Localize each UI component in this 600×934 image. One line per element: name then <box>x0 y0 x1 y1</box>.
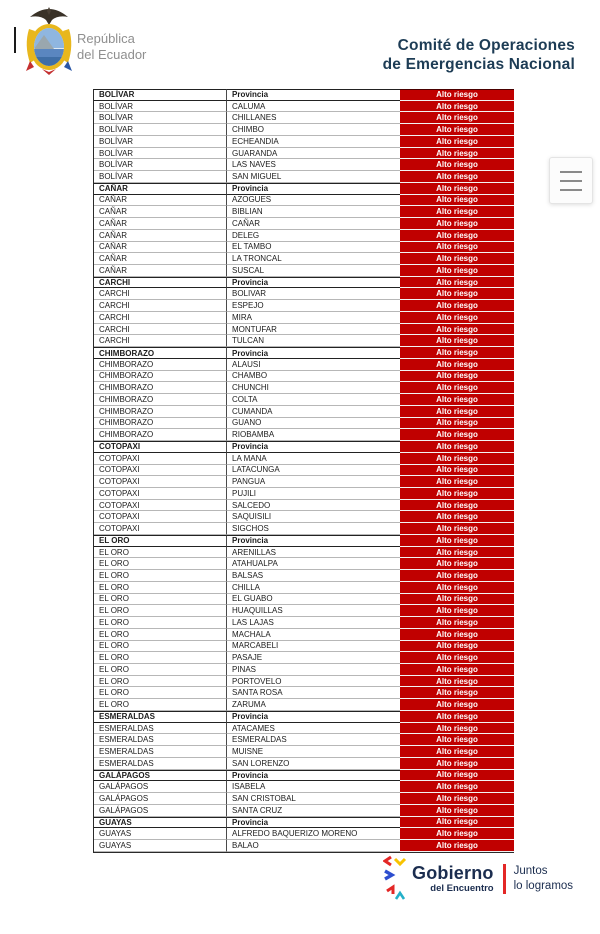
risk-status-cell: Alto riesgo <box>400 793 514 805</box>
risk-status-cell: Alto riesgo <box>400 148 514 160</box>
canton-row <box>94 265 514 277</box>
risk-status-cell: Alto riesgo <box>400 641 514 653</box>
province-name-cell: CAÑAR <box>94 183 226 195</box>
canton-name-cell: ESPEJO <box>226 300 400 312</box>
canton-name-cell: LAS LAJAS <box>226 617 400 629</box>
province-name-cell: EL ORO <box>94 676 226 688</box>
risk-status-cell: Alto riesgo <box>400 523 514 535</box>
canton-name-cell: ALFREDO BAQUERIZO MORENO <box>226 828 400 840</box>
province-label-cell: Provincia <box>226 817 400 829</box>
province-header-row <box>94 711 514 723</box>
risk-status-cell: Alto riesgo <box>400 159 514 171</box>
canton-row <box>94 230 514 242</box>
canton-row <box>94 687 514 699</box>
risk-status-cell: Alto riesgo <box>400 558 514 570</box>
canton-name-cell: CHAMBO <box>226 371 400 383</box>
canton-name-cell: HUAQUILLAS <box>226 605 400 617</box>
province-name-cell: GALÁPAGOS <box>94 781 226 793</box>
risk-status-cell: Alto riesgo <box>400 629 514 641</box>
canton-row <box>94 746 514 758</box>
province-name-cell: ESMERALDAS <box>94 723 226 735</box>
canton-row <box>94 406 514 418</box>
brand-wordmark <box>412 864 494 894</box>
province-name-cell: BOLÍVAR <box>94 136 226 148</box>
province-label-cell: Provincia <box>226 89 400 101</box>
province-name-cell: CAÑAR <box>94 230 226 242</box>
risk-status-cell: Alto riesgo <box>400 253 514 265</box>
province-name-cell: COTOPAXI <box>94 500 226 512</box>
risk-status-cell: Alto riesgo <box>400 183 514 195</box>
ecuador-coat-of-arms-icon <box>22 5 76 86</box>
canton-name-cell: COLTA <box>226 394 400 406</box>
canton-row <box>94 734 514 746</box>
canton-row <box>94 394 514 406</box>
canton-name-cell: BALSAS <box>226 570 400 582</box>
risk-status-cell: Alto riesgo <box>400 300 514 312</box>
canton-name-cell: SUSCAL <box>226 265 400 277</box>
canton-row <box>94 699 514 711</box>
slogan-line1: Juntos <box>513 865 548 878</box>
risk-status-cell: Alto riesgo <box>400 476 514 488</box>
province-name-cell: GUAYAS <box>94 817 226 829</box>
risk-status-cell: Alto riesgo <box>400 828 514 840</box>
risk-status-cell: Alto riesgo <box>400 89 514 101</box>
canton-row <box>94 371 514 383</box>
canton-name-cell: PANGUA <box>226 476 400 488</box>
risk-status-cell: Alto riesgo <box>400 242 514 254</box>
canton-name-cell: LATACUNGA <box>226 465 400 477</box>
canton-name-cell: PASAJE <box>226 652 400 664</box>
risk-status-cell: Alto riesgo <box>400 136 514 148</box>
canton-name-cell: MUISNE <box>226 746 400 758</box>
canton-name-cell: LA MANA <box>226 453 400 465</box>
province-name-cell: CAÑAR <box>94 195 226 207</box>
page-title-line1: Comité de Operaciones <box>397 37 575 54</box>
province-name-cell: CAÑAR <box>94 218 226 230</box>
republic-logo-text <box>77 31 146 62</box>
province-name-cell: CARCHI <box>94 277 226 289</box>
canton-row <box>94 300 514 312</box>
province-name-cell: EL ORO <box>94 570 226 582</box>
canton-name-cell: CHUNCHI <box>226 382 400 394</box>
canton-row <box>94 805 514 817</box>
canton-row <box>94 124 514 136</box>
province-name-cell: CHIMBORAZO <box>94 371 226 383</box>
province-name-cell: COTOPAXI <box>94 441 226 453</box>
risk-status-cell: Alto riesgo <box>400 687 514 699</box>
risk-status-cell: Alto riesgo <box>400 500 514 512</box>
canton-row <box>94 476 514 488</box>
canton-name-cell: TULCAN <box>226 335 400 347</box>
risk-status-cell: Alto riesgo <box>400 324 514 336</box>
canton-row <box>94 359 514 371</box>
risk-status-cell: Alto riesgo <box>400 218 514 230</box>
canton-name-cell: ARENILLAS <box>226 547 400 559</box>
brand-name: Gobierno <box>412 862 494 883</box>
canton-name-cell: ESMERALDAS <box>226 734 400 746</box>
province-name-cell: COTOPAXI <box>94 465 226 477</box>
risk-status-cell: Alto riesgo <box>400 570 514 582</box>
risk-status-cell: Alto riesgo <box>400 171 514 183</box>
canton-row <box>94 335 514 347</box>
province-name-cell: GUAYAS <box>94 828 226 840</box>
province-name-cell: EL ORO <box>94 594 226 606</box>
province-name-cell: CAÑAR <box>94 206 226 218</box>
province-name-cell: GALÁPAGOS <box>94 770 226 782</box>
risk-status-cell: Alto riesgo <box>400 711 514 723</box>
menu-button[interactable] <box>549 157 593 204</box>
risk-status-cell: Alto riesgo <box>400 371 514 383</box>
province-name-cell: COTOPAXI <box>94 523 226 535</box>
risk-status-cell: Alto riesgo <box>400 265 514 277</box>
canton-row <box>94 159 514 171</box>
canton-name-cell: ALAUSI <box>226 359 400 371</box>
canton-name-cell: SANTA CRUZ <box>226 805 400 817</box>
province-name-cell: CAÑAR <box>94 253 226 265</box>
province-name-cell: CAÑAR <box>94 265 226 277</box>
province-label-cell: Provincia <box>226 441 400 453</box>
province-name-cell: BOLÍVAR <box>94 101 226 113</box>
province-header-row <box>94 770 514 782</box>
risk-status-cell: Alto riesgo <box>400 335 514 347</box>
canton-row <box>94 382 514 394</box>
canton-name-cell: ATAHUALPA <box>226 558 400 570</box>
risk-status-cell: Alto riesgo <box>400 465 514 477</box>
canton-row <box>94 617 514 629</box>
canton-row <box>94 206 514 218</box>
canton-row <box>94 781 514 793</box>
province-name-cell: BOLÍVAR <box>94 112 226 124</box>
canton-row <box>94 605 514 617</box>
hamburger-menu-icon <box>560 189 582 191</box>
canton-row <box>94 558 514 570</box>
canton-row <box>94 465 514 477</box>
province-name-cell: CARCHI <box>94 335 226 347</box>
risk-status-cell: Alto riesgo <box>400 101 514 113</box>
province-label-cell: Provincia <box>226 770 400 782</box>
province-name-cell: EL ORO <box>94 535 226 547</box>
canton-row <box>94 218 514 230</box>
province-name-cell: BOLÍVAR <box>94 171 226 183</box>
canton-row <box>94 664 514 676</box>
risk-status-cell: Alto riesgo <box>400 676 514 688</box>
canton-name-cell: MACHALA <box>226 629 400 641</box>
canton-row <box>94 429 514 441</box>
canton-name-cell: GUANO <box>226 418 400 430</box>
brand-slogan <box>514 864 573 894</box>
risk-status-cell: Alto riesgo <box>400 406 514 418</box>
risk-status-cell: Alto riesgo <box>400 723 514 735</box>
canton-row <box>94 793 514 805</box>
province-name-cell: CHIMBORAZO <box>94 418 226 430</box>
risk-status-cell: Alto riesgo <box>400 195 514 207</box>
canton-row <box>94 840 514 852</box>
province-name-cell: CHIMBORAZO <box>94 394 226 406</box>
canton-row <box>94 453 514 465</box>
risk-status-cell: Alto riesgo <box>400 746 514 758</box>
canton-name-cell: MONTUFAR <box>226 324 400 336</box>
risk-status-cell: Alto riesgo <box>400 817 514 829</box>
canton-name-cell: LA TRONCAL <box>226 253 400 265</box>
province-name-cell: CARCHI <box>94 312 226 324</box>
province-name-cell: COTOPAXI <box>94 488 226 500</box>
logo-line1: República <box>77 31 135 46</box>
hamburger-menu-icon <box>560 171 582 173</box>
province-name-cell: EL ORO <box>94 699 226 711</box>
canton-row <box>94 288 514 300</box>
risk-status-cell: Alto riesgo <box>400 288 514 300</box>
canton-row <box>94 594 514 606</box>
risk-status-cell: Alto riesgo <box>400 535 514 547</box>
province-header-row <box>94 89 514 101</box>
slogan-line2: lo logramos <box>513 880 574 892</box>
canton-name-cell: AZOGUES <box>226 195 400 207</box>
canton-row <box>94 171 514 183</box>
province-name-cell: BOLÍVAR <box>94 89 226 101</box>
canton-row <box>94 547 514 559</box>
province-name-cell: BOLÍVAR <box>94 124 226 136</box>
province-name-cell: ESMERALDAS <box>94 746 226 758</box>
province-name-cell: EL ORO <box>94 558 226 570</box>
province-name-cell: COTOPAXI <box>94 511 226 523</box>
canton-name-cell: DELEG <box>226 230 400 242</box>
province-name-cell: ESMERALDAS <box>94 734 226 746</box>
province-name-cell: EL ORO <box>94 547 226 559</box>
canton-name-cell: SANTA ROSA <box>226 687 400 699</box>
canton-name-cell: PORTOVELO <box>226 676 400 688</box>
risk-status-cell: Alto riesgo <box>400 394 514 406</box>
risk-status-cell: Alto riesgo <box>400 359 514 371</box>
risk-status-cell: Alto riesgo <box>400 277 514 289</box>
province-header-row <box>94 277 514 289</box>
canton-row <box>94 828 514 840</box>
canton-name-cell: PINAS <box>226 664 400 676</box>
canton-row <box>94 418 514 430</box>
canton-row <box>94 242 514 254</box>
province-header-row <box>94 347 514 359</box>
risk-status-cell: Alto riesgo <box>400 617 514 629</box>
canton-name-cell: SAN LORENZO <box>226 758 400 770</box>
province-name-cell: COTOPAXI <box>94 476 226 488</box>
risk-status-cell: Alto riesgo <box>400 781 514 793</box>
canton-row <box>94 112 514 124</box>
risk-status-cell: Alto riesgo <box>400 594 514 606</box>
left-edge-mark <box>14 27 16 53</box>
province-name-cell: EL ORO <box>94 641 226 653</box>
risk-status-cell: Alto riesgo <box>400 664 514 676</box>
canton-row <box>94 324 514 336</box>
canton-name-cell: SAQUISILI <box>226 511 400 523</box>
province-name-cell: CHIMBORAZO <box>94 382 226 394</box>
canton-name-cell: SALCEDO <box>226 500 400 512</box>
province-label-cell: Provincia <box>226 711 400 723</box>
province-name-cell: CARCHI <box>94 324 226 336</box>
risk-status-cell: Alto riesgo <box>400 734 514 746</box>
province-name-cell: CHIMBORAZO <box>94 347 226 359</box>
brand-divider <box>503 864 506 894</box>
province-name-cell: EL ORO <box>94 664 226 676</box>
canton-name-cell: MARCABELI <box>226 641 400 653</box>
province-label-cell: Provincia <box>226 535 400 547</box>
risk-status-cell: Alto riesgo <box>400 652 514 664</box>
risk-table <box>93 89 514 853</box>
province-header-row <box>94 183 514 195</box>
risk-status-cell: Alto riesgo <box>400 206 514 218</box>
page-title <box>383 36 575 75</box>
canton-name-cell: ATACAMES <box>226 723 400 735</box>
province-name-cell: EL ORO <box>94 617 226 629</box>
canton-row <box>94 582 514 594</box>
canton-name-cell: BOLIVAR <box>226 288 400 300</box>
canton-row <box>94 136 514 148</box>
province-name-cell: COTOPAXI <box>94 453 226 465</box>
canton-row <box>94 570 514 582</box>
risk-status-cell: Alto riesgo <box>400 605 514 617</box>
canton-name-cell: BIBLIAN <box>226 206 400 218</box>
risk-status-cell: Alto riesgo <box>400 511 514 523</box>
risk-status-cell: Alto riesgo <box>400 582 514 594</box>
canton-row <box>94 641 514 653</box>
province-header-row <box>94 535 514 547</box>
brand-subname: del Encuentro <box>430 882 494 894</box>
canton-name-cell: CHILLANES <box>226 112 400 124</box>
canton-name-cell: CHILLA <box>226 582 400 594</box>
footer-logo-arrows-icon <box>383 855 409 903</box>
canton-name-cell: SAN CRISTOBAL <box>226 793 400 805</box>
canton-name-cell: CHIMBO <box>226 124 400 136</box>
province-name-cell: EL ORO <box>94 652 226 664</box>
risk-status-cell: Alto riesgo <box>400 488 514 500</box>
canton-name-cell: EL GUABO <box>226 594 400 606</box>
risk-status-cell: Alto riesgo <box>400 347 514 359</box>
province-header-row <box>94 441 514 453</box>
canton-name-cell: ECHEANDIA <box>226 136 400 148</box>
province-name-cell: CAÑAR <box>94 242 226 254</box>
canton-name-cell: ISABELA <box>226 781 400 793</box>
canton-row <box>94 500 514 512</box>
risk-status-cell: Alto riesgo <box>400 453 514 465</box>
province-name-cell: GALÁPAGOS <box>94 793 226 805</box>
canton-row <box>94 676 514 688</box>
canton-name-cell: RIOBAMBA <box>226 429 400 441</box>
province-label-cell: Provincia <box>226 277 400 289</box>
province-name-cell: BOLÍVAR <box>94 148 226 160</box>
risk-status-cell: Alto riesgo <box>400 758 514 770</box>
page-title-line2: de Emergencias Nacional <box>382 56 575 74</box>
footer-brand <box>383 855 573 903</box>
risk-status-cell: Alto riesgo <box>400 312 514 324</box>
risk-status-cell: Alto riesgo <box>400 840 514 852</box>
province-name-cell: EL ORO <box>94 605 226 617</box>
canton-name-cell: LAS NAVES <box>226 159 400 171</box>
hamburger-menu-icon <box>560 180 582 182</box>
canton-row <box>94 148 514 160</box>
province-name-cell: EL ORO <box>94 687 226 699</box>
province-name-cell: GUAYAS <box>94 840 226 852</box>
canton-name-cell: BALAO <box>226 840 400 852</box>
canton-name-cell: ZARUMA <box>226 699 400 711</box>
province-header-row <box>94 817 514 829</box>
province-name-cell: CHIMBORAZO <box>94 406 226 418</box>
risk-status-cell: Alto riesgo <box>400 382 514 394</box>
canton-row <box>94 312 514 324</box>
risk-status-cell: Alto riesgo <box>400 770 514 782</box>
canton-name-cell: MIRA <box>226 312 400 324</box>
province-name-cell: CARCHI <box>94 288 226 300</box>
province-name-cell: GALÁPAGOS <box>94 805 226 817</box>
logo-line2: del Ecuador <box>77 46 147 62</box>
canton-row <box>94 758 514 770</box>
risk-status-cell: Alto riesgo <box>400 805 514 817</box>
province-name-cell: EL ORO <box>94 582 226 594</box>
risk-status-cell: Alto riesgo <box>400 230 514 242</box>
canton-name-cell: GUARANDA <box>226 148 400 160</box>
province-name-cell: BOLÍVAR <box>94 159 226 171</box>
canton-row <box>94 629 514 641</box>
canton-name-cell: SAN MIGUEL <box>226 171 400 183</box>
province-label-cell: Provincia <box>226 183 400 195</box>
canton-row <box>94 523 514 535</box>
risk-status-cell: Alto riesgo <box>400 418 514 430</box>
canton-name-cell: CALUMA <box>226 101 400 113</box>
canton-row <box>94 652 514 664</box>
canton-name-cell: SIGCHOS <box>226 523 400 535</box>
risk-status-cell: Alto riesgo <box>400 112 514 124</box>
canton-row <box>94 253 514 265</box>
canton-name-cell: PUJILI <box>226 488 400 500</box>
risk-status-cell: Alto riesgo <box>400 429 514 441</box>
canton-row <box>94 101 514 113</box>
province-name-cell: CHIMBORAZO <box>94 429 226 441</box>
province-label-cell: Provincia <box>226 347 400 359</box>
province-name-cell: CARCHI <box>94 300 226 312</box>
canton-row <box>94 723 514 735</box>
province-name-cell: ESMERALDAS <box>94 758 226 770</box>
risk-status-cell: Alto riesgo <box>400 547 514 559</box>
canton-row <box>94 195 514 207</box>
canton-row <box>94 488 514 500</box>
risk-status-cell: Alto riesgo <box>400 124 514 136</box>
province-name-cell: ESMERALDAS <box>94 711 226 723</box>
canton-name-cell: EL TAMBO <box>226 242 400 254</box>
canton-name-cell: CAÑAR <box>226 218 400 230</box>
province-name-cell: CHIMBORAZO <box>94 359 226 371</box>
risk-status-cell: Alto riesgo <box>400 699 514 711</box>
canton-name-cell: CUMANDA <box>226 406 400 418</box>
province-name-cell: EL ORO <box>94 629 226 641</box>
risk-status-cell: Alto riesgo <box>400 441 514 453</box>
canton-row <box>94 511 514 523</box>
